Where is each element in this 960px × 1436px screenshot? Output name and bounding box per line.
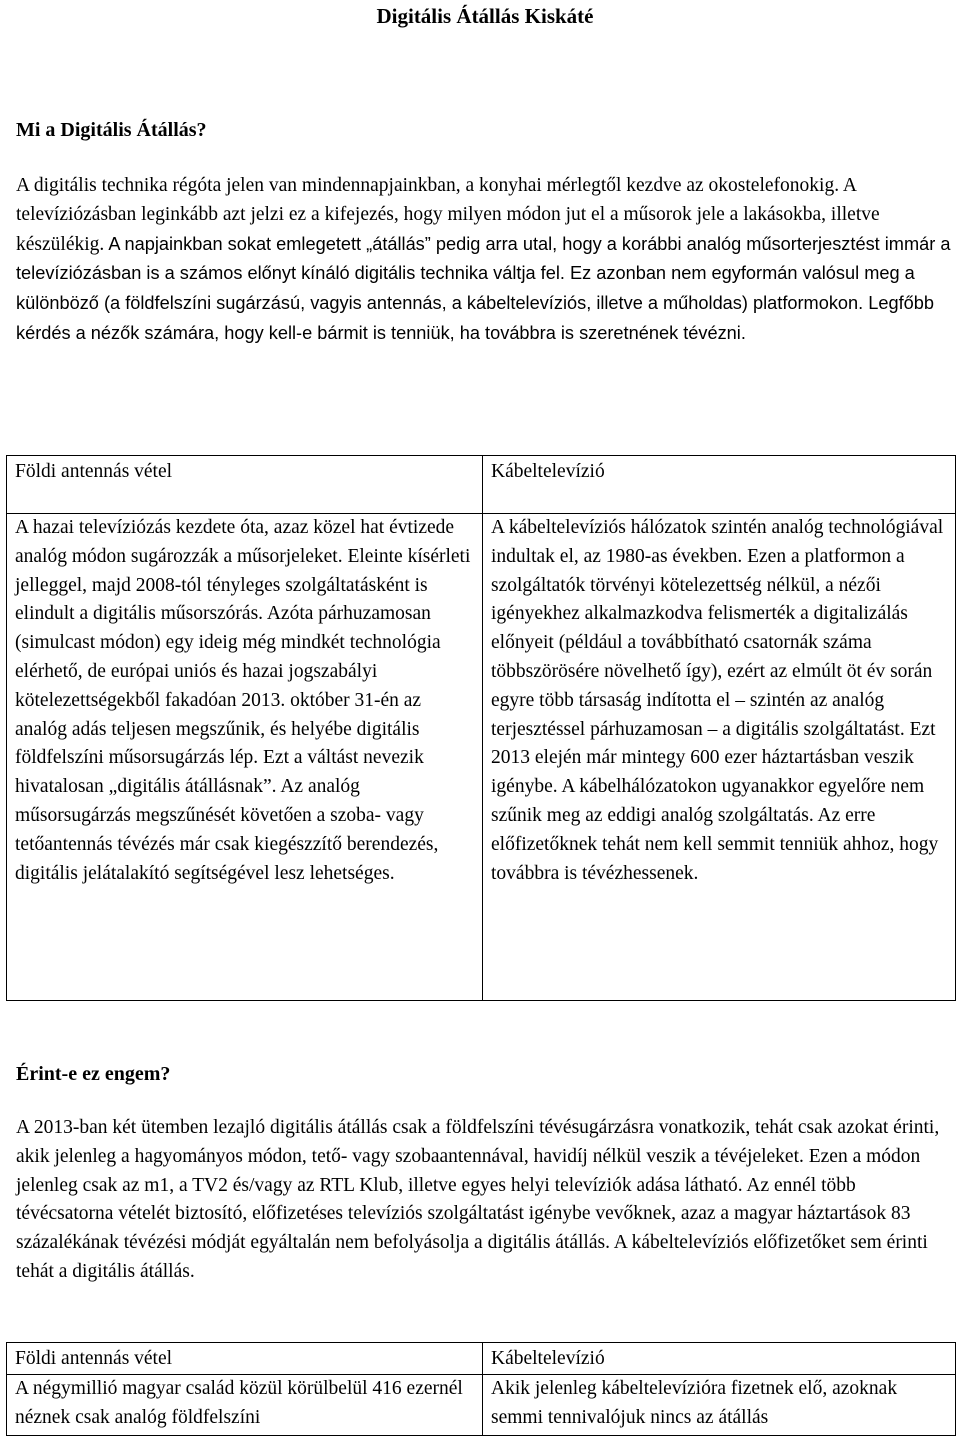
header-terrestrial-label: Földi antennás vétel bbox=[15, 461, 173, 482]
intro-text-part-1: A digitális technika régóta jelen van mindennapjainkban, a konyhai mérlegtől kezdve az okostelefonokig. A televíziózásban leginkább azt jelzi ez a kifejezés, hogy milyen módon jut el a műsorok jele a lakásokba, illetve készülékig. bbox=[16, 175, 880, 255]
table-body-row bbox=[7, 514, 956, 1001]
header-cable bbox=[483, 1343, 956, 1375]
terrestrial-affected-text-content: A négymillió magyar család közül körülbelül 416 ezernél néznek csak analóg földfelszíni bbox=[15, 1377, 463, 1428]
intro-text-part-4: Legfőbb kérdés a nézők számára, hogy kell-e bármit is tenniük, ha továbbra is szeretnének tévézni. bbox=[16, 293, 934, 343]
cable-description-text: A kábeltelevíziós hálózatok szintén analóg technológiával indultak el, az 1980-as években. Ezen a platformon a szolgáltatók törvényi kötelezettség nélkül, a nézői igényekhez alkalmazkodva felismerték a digitalizálás előnyeit (például a továbbítható csatornák száma többszörösére növelhető így), ezért az elmúlt öt év során egyre több társaság indította el – szintén az analóg terjesztéssel párhuzamosan – a digitális szolgáltatást. Ezt 2013 elején már mintegy 600 ezer háztartásban veszik igénybe. A kábelhálózatokon ugyanakkor egyelőre nem szűnik meg az eddigi analóg szolgáltatás. Az erre előfizetőknek tehát nem kell semmit tenniük ahhoz, hogy továbbra is tévézhessenek. bbox=[491, 517, 944, 884]
intro-text-part-2: A napjainkban sokat emlegetett „átállás” pedig arra utal, hogy a korábbi analóg műsorterjesztést immár a televíziózásban is a számos előnyt kínáló digitális technika váltja fel. bbox=[16, 233, 951, 284]
header-cable-label: Kábeltelevízió bbox=[491, 1348, 605, 1369]
header-terrestrial bbox=[7, 1343, 483, 1375]
intro-text-part-3: Ez azonban nem egyformán valósul meg a különböző (a földfelszíni sugárzású, vagyis antennás, a kábeltelevíziós, illetve a műholdas) platformokon. bbox=[16, 263, 915, 314]
section-heading-does-it-affect-me: Érint-e ez engem? bbox=[16, 1063, 171, 1085]
table-header-row bbox=[7, 1343, 956, 1375]
section-heading-what-is: Mi a Digitális Átállás? bbox=[16, 119, 207, 141]
terrestrial-affected-text bbox=[7, 1374, 483, 1435]
cable-affected-text bbox=[483, 1374, 956, 1435]
header-terrestrial-label: Földi antennás vétel bbox=[15, 1348, 173, 1369]
terrestrial-description bbox=[7, 514, 483, 1001]
document-title: Digitális Átállás Kiskáté bbox=[376, 4, 594, 28]
table-body-row bbox=[7, 1374, 956, 1435]
cable-affected-text-content: Akik jelenleg kábeltelevízióra fizetnek elő, azoknak semmi tennivalójuk nincs az átállás bbox=[491, 1377, 898, 1428]
terrestrial-description-text: A hazai televíziózás kezdete óta, azaz közel hat évtizede analóg módon sugározzák a műsorjeleket. Eleinte kísérleti jelleggel, majd 2008-tól tényleges szolgáltatásként is elindult a digitális műsorszórás. Azóta párhuzamosan (simulcast módon) egy ideig még mindkét technológia elérhető, de európai uniós és hazai jogszabályi kötelezettségekből fakadóan 2013. október 31-én az analóg adás teljesen megszűnik, és helyébe digitális földfelszíni műsorsugárzás lép. Ezt a váltást nevezik hivatalosan „digitális átállásnak”. Az analóg műsorsugárzás megszűnését követően a szoba- vagy tetőantennás tévézés már csak kiegészzítő berendezés, digitális jelátalakító segítségével lesz lehetséges. bbox=[15, 517, 471, 884]
affected-comparison-table bbox=[6, 1342, 956, 1436]
header-cable-label: Kábeltelevízió bbox=[491, 461, 605, 482]
cable-description bbox=[483, 514, 956, 1001]
affect-paragraph: A 2013-ban két ütemben lezajló digitális átállás csak a földfelszíni tévésugárzásra vonatkozik, tehát csak azokat érinti, akik jelenleg a hagyományos módon, tető- vagy szobaantennával, havidíj nélkül veszik a tévéjeleket. Ezen a módon jelenleg csak az m1, a TV2 és/vagy az RTL Klub, illetve egyes helyi televíziók adása látható. Az ennél több tévécsatorna vételét biztosító, előfizetéses televíziós szolgáltatást igénybe vevőknek, azaz a magyar háztartások 83 százalékának tévézési módját egyáltalán nem befolyásolja a digitális átállás. A kábeltelevíziós előfizetőket sem érinti tehát a digitális átállás. bbox=[16, 1117, 940, 1282]
intro-paragraph bbox=[16, 172, 956, 349]
platform-comparison-table bbox=[6, 455, 956, 1001]
header-terrestrial bbox=[7, 456, 483, 514]
table-header-row bbox=[7, 456, 956, 514]
header-cable bbox=[483, 456, 956, 514]
